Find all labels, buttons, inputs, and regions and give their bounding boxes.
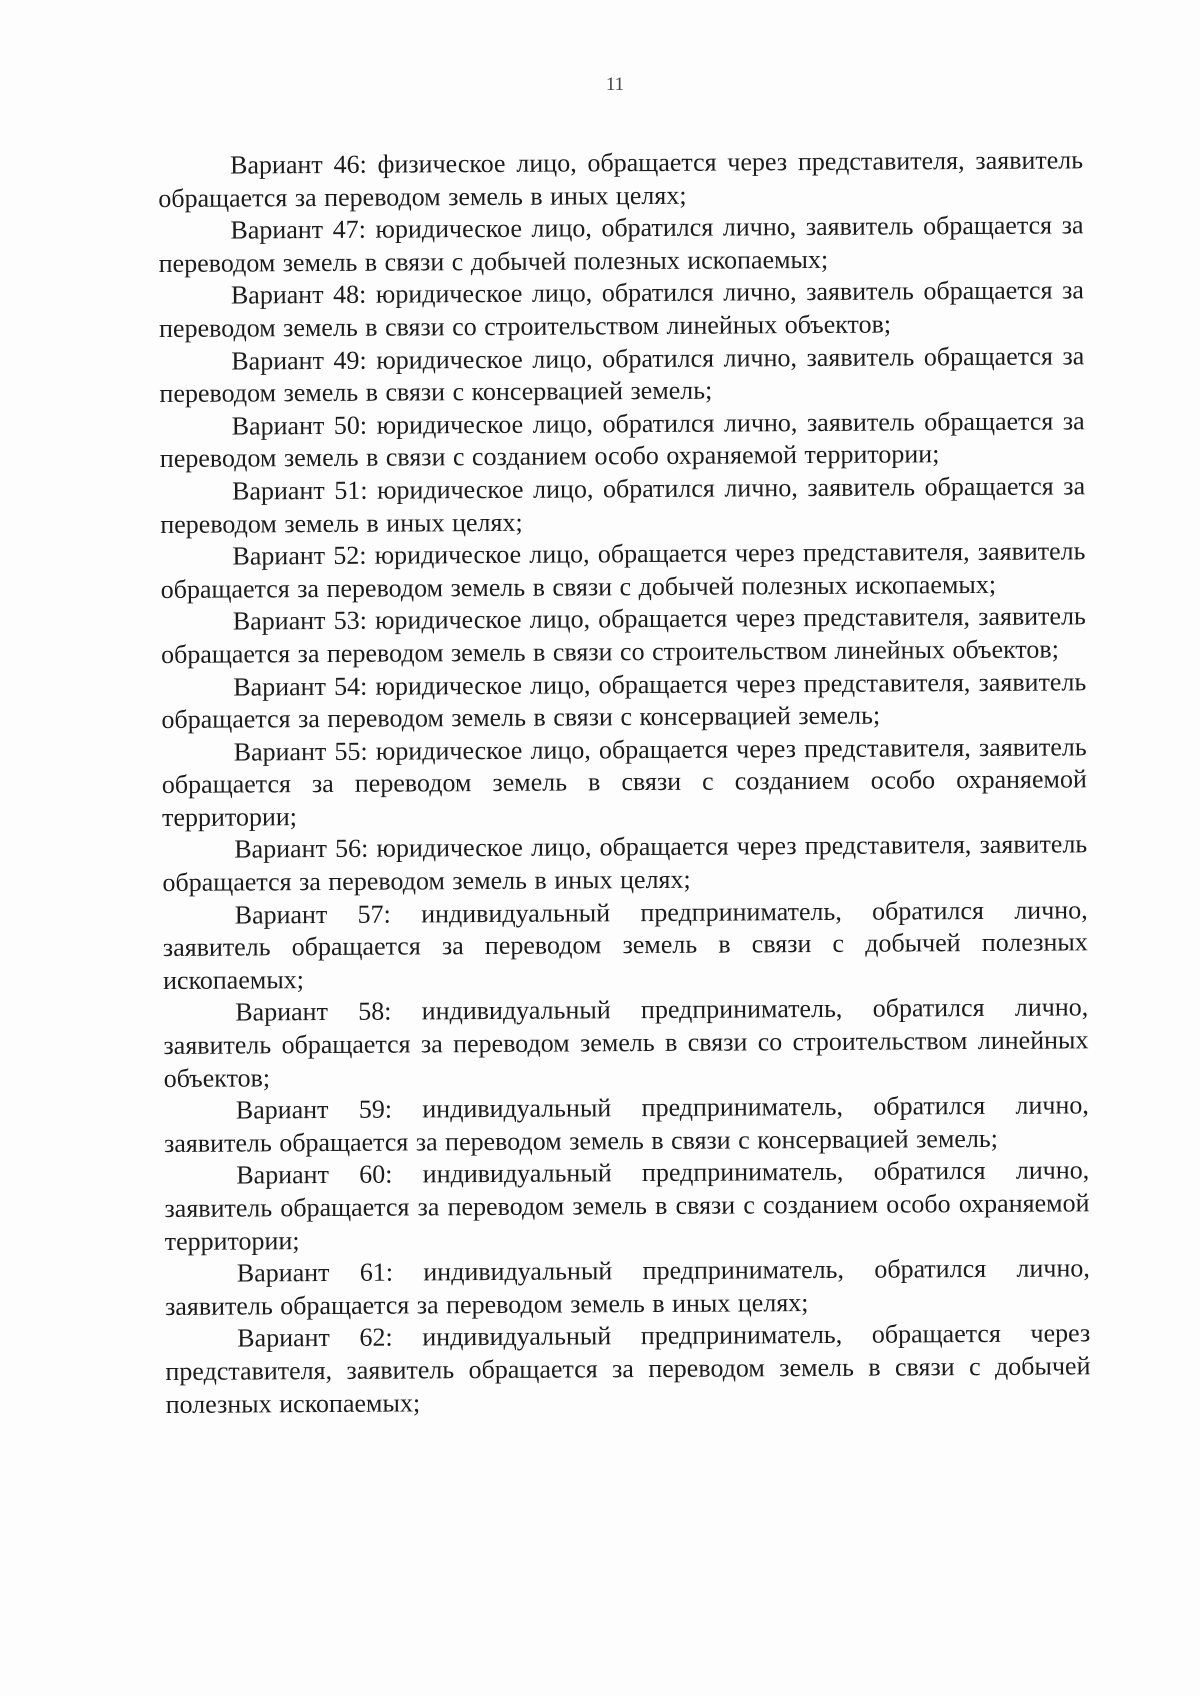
variant-paragraph: Вариант 52: юридическое лицо, обращается через представителя, заявитель обращается за переводом земель в связи с добычей полезных ископаемых; — [160, 536, 1086, 604]
variant-paragraph: Вариант 61: индивидуальный предприниматель, обратился лично, заявитель обращается за переводом земель в иных целях; — [164, 1253, 1090, 1321]
variant-paragraph: Вариант 54: юридическое лицо, обращается через представителя, заявитель обращается за переводом земель в связи с консервацией земель; — [161, 666, 1087, 735]
variant-paragraph: Вариант 56: юридическое лицо, обращается через представителя, заявитель обращается за переводом земель в иных целях; — [162, 829, 1088, 898]
variant-paragraph: Вариант 60: индивидуальный предприниматель, обратился лично, заявитель обращается за переводом земель в связи с созданием особо охраняемой территории; — [164, 1155, 1090, 1256]
page-number: 11 — [605, 74, 625, 95]
variant-paragraph: Вариант 50: юридическое лицо, обратился лично, заявитель обращается за переводом земель в связи с созданием особо охраняемой территории; — [159, 406, 1085, 474]
variant-paragraph: Вариант 62: индивидуальный предприниматель, обращается через представителя, заявитель обращается за переводом земель в связи с добычей полезных ископаемых; — [165, 1318, 1091, 1419]
variant-paragraph: Вариант 59: индивидуальный предприниматель, обратился лично, заявитель обращается за переводом земель в связи с консервацией земель; — [163, 1090, 1089, 1158]
document-body — [158, 144, 1091, 1421]
variant-paragraph: Вариант 55: юридическое лицо, обращается через представителя, заявитель обращается за переводом земель в связи с созданием особо охраняемой территории; — [161, 732, 1087, 832]
variant-paragraph: Вариант 57: индивидуальный предприниматель, обратился лично, заявитель обращается за переводом земель в связи с добычей полезных ископаемых; — [162, 894, 1088, 995]
variant-paragraph: Вариант 51: юридическое лицо, обратился лично, заявитель обращается за переводом земель в иных целях; — [160, 471, 1086, 539]
variant-paragraph: Вариант 53: юридическое лицо, обращается через представителя, заявитель обращается за переводом земель в связи со строительством линейных объектов; — [160, 601, 1086, 669]
variant-paragraph: Вариант 47: юридическое лицо, обратился лично, заявитель обращается за переводом земель в связи с добычей полезных ископаемых; — [158, 210, 1084, 278]
variant-paragraph: Вариант 58: индивидуальный предприниматель, обратился лично, заявитель обращается за переводом земель в связи со строительством линейных объектов; — [163, 992, 1089, 1093]
variant-paragraph: Вариант 49: юридическое лицо, обратился лично, заявитель обращается за переводом земель в связи с консервацией земель; — [159, 340, 1085, 409]
variant-paragraph: Вариант 48: юридическое лицо, обратился лично, заявитель обращается за переводом земель в связи со строительством линейных объектов; — [159, 275, 1084, 343]
variant-paragraph: Вариант 46: физическое лицо, обращается через представителя, заявитель обращается за переводом земель в иных целях; — [158, 145, 1084, 213]
